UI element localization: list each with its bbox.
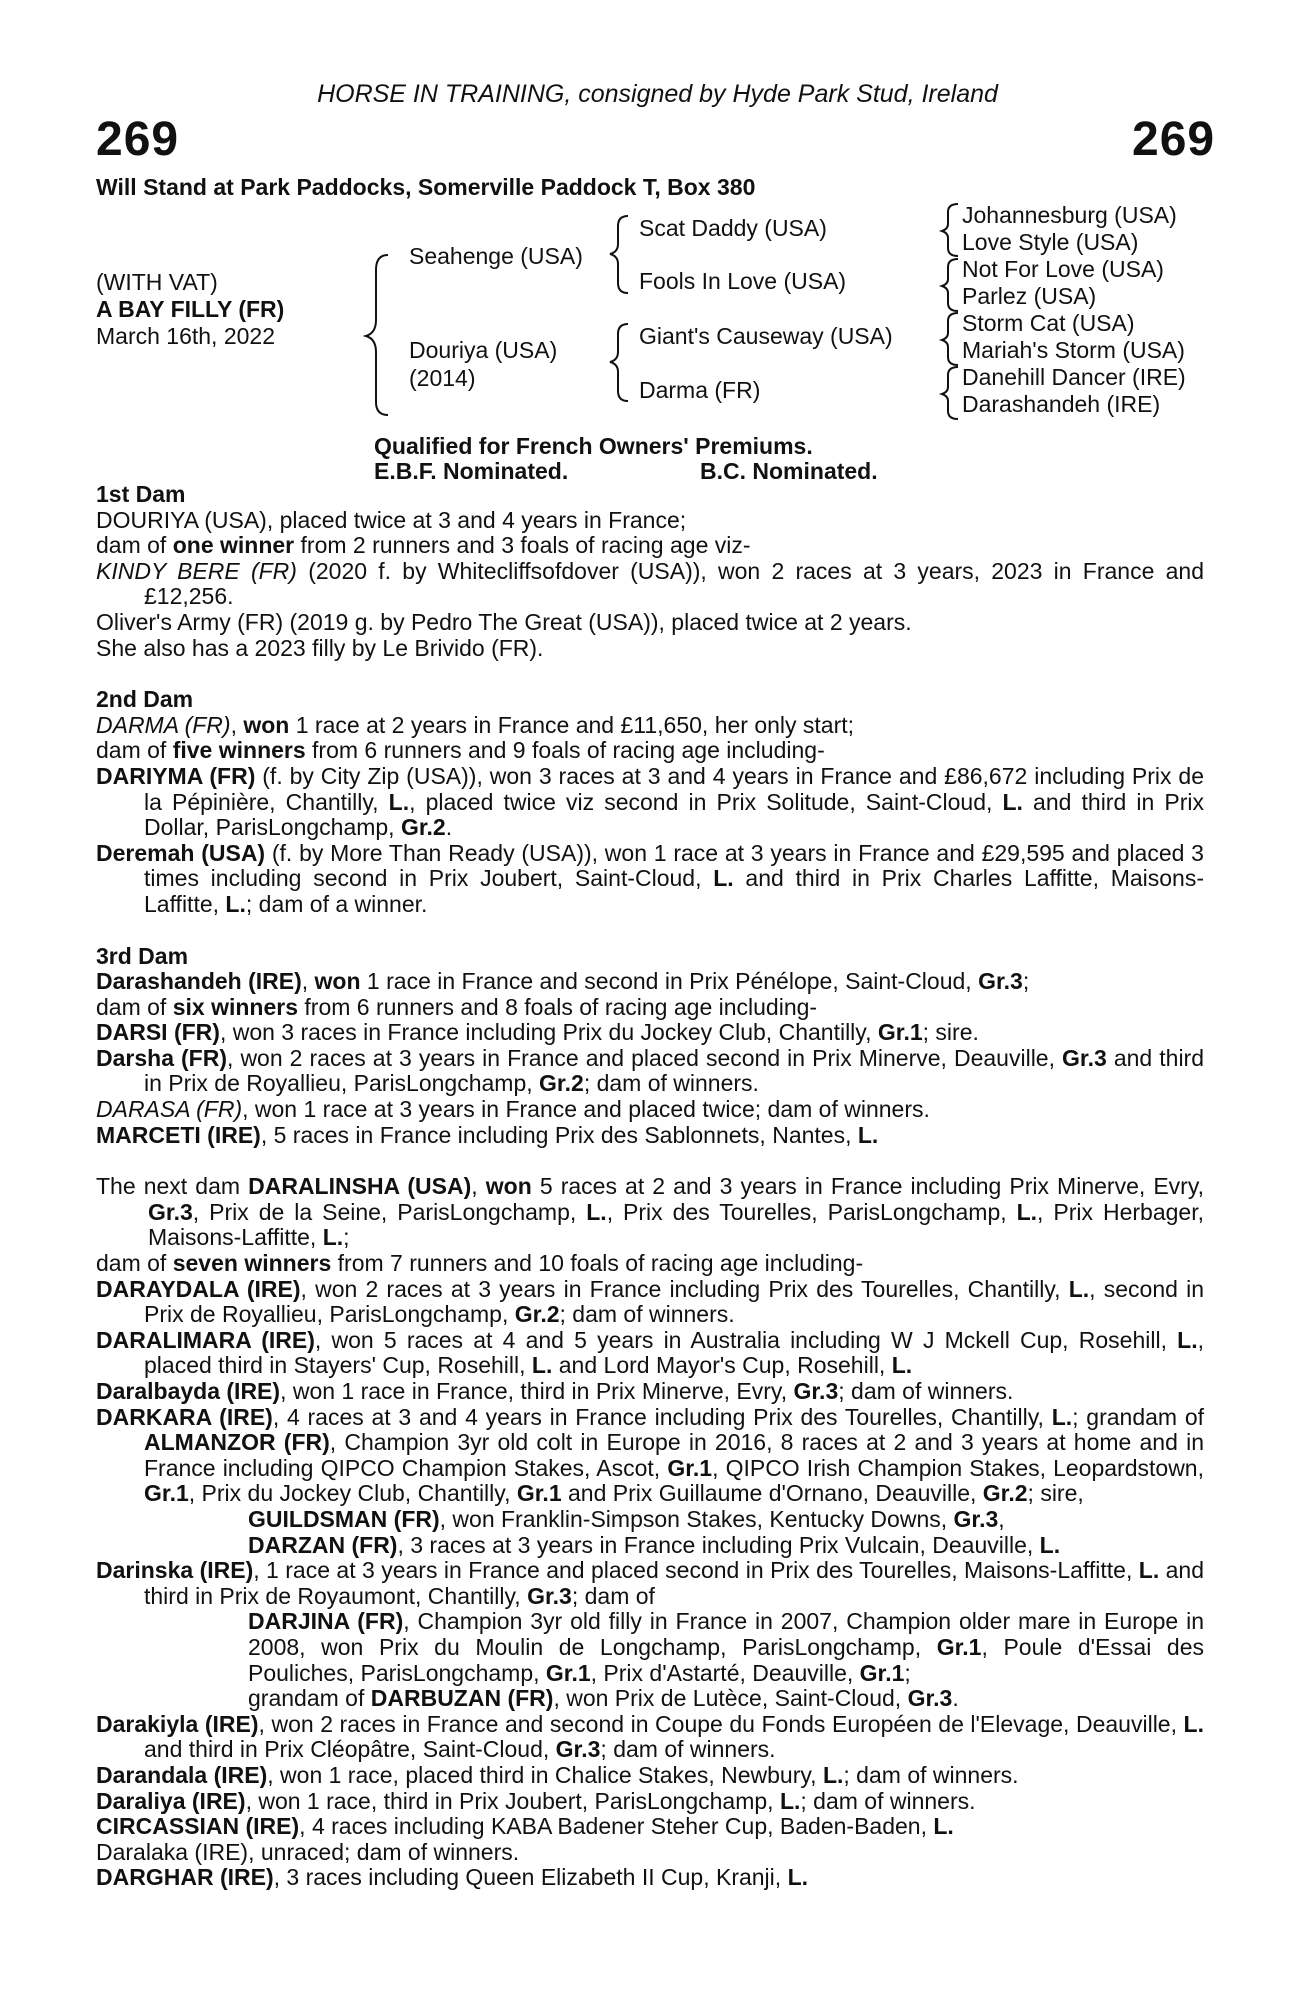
foaling-date: March 16th, 2022: [96, 323, 276, 349]
produce-guildsman: GUILDSMAN (FR), won Franklin-Simpson Stakes, Kentucky Downs, Gr.3,: [248, 1505, 1005, 1532]
bracket-gen2-dam: [610, 324, 628, 401]
produce-darasa: DARASA (FR), won 1 race at 3 years in France and placed twice; dam of winners.: [96, 1096, 930, 1123]
next-dam-produce-line: dam of seven winners from 7 runners and 10 foals of racing age including-: [96, 1250, 864, 1277]
qualification-bc: B.C. Nominated.: [700, 458, 878, 484]
produce-kindy-bere: KINDY BERE (FR) (2020 f. by Whitecliffsofdover (USA)), won 2 races at 3 years, 2023 in France and £12,256.: [96, 557, 1204, 610]
qualification-ebf: E.B.F. Nominated.: [374, 458, 569, 484]
produce-darinska: Darinska (IRE), 1 race at 3 years in France and placed second in Prix des Tourelles, Maisons-Laffitte, L. and third in Prix de Royaumont, Chantilly, Gr.3; dam of: [96, 1557, 1205, 1609]
produce-darandala: Darandala (IRE), won 1 race, placed third in Chalice Stakes, Newbury, L.; dam of winners.: [96, 1761, 1019, 1788]
produce-daralbayda: Daralbayda (IRE), won 1 race in France, third in Prix Minerve, Evry, Gr.3; dam of winners.: [96, 1378, 1014, 1404]
pedigree-g3-4: Parlez (USA): [962, 283, 1097, 309]
pedigree-dam-sire: Giant's Causeway (USA): [639, 323, 893, 349]
bracket-gen1: [366, 255, 388, 415]
produce-darsi: DARSI (FR), won 3 races in France including Prix du Jockey Club, Chantilly, Gr.1; sire.: [96, 1019, 979, 1046]
produce-daralimara: DARALIMARA (IRE), won 5 races at 4 and 5 years in Australia including W J Mckell Cup, Rosehill, L., placed third in Stayers' Cup, Rosehill, L. and Lord Mayor's Cup, Rosehill, L.: [96, 1326, 1204, 1379]
qualification-french-premiums: Qualified for French Owners' Premiums.: [374, 433, 813, 459]
bracket-gen3-b: [942, 259, 958, 311]
pedigree-g3-2: Love Style (USA): [962, 229, 1139, 255]
pedigree-g3-1: Johannesburg (USA): [962, 202, 1177, 228]
pedigree-sire: Seahenge (USA): [409, 243, 583, 269]
bracket-gen3-d: [942, 367, 958, 419]
pedigree-sire-sire: Scat Daddy (USA): [639, 215, 827, 241]
first-dam-produce-line: dam of one winner from 2 runners and 3 foals of racing age viz-: [96, 532, 751, 559]
vat-note: (WITH VAT): [96, 269, 218, 295]
produce-darjina: DARJINA (FR), Champion 3yr old filly in France in 2007, Champion older mare in Europe in 2008, won Prix du Moulin de Longchamp, ParisLongchamp, Gr.1, Poule d'Essai des Pouliches, ParisLongchamp, Gr.1, Prix d'Astarté, Deauville, Gr.1;: [248, 1608, 1205, 1686]
first-dam-line: DOURIYA (USA), placed twice at 3 and 4 years in France;: [96, 506, 687, 533]
pedigree-dam: Douriya (USA): [409, 337, 558, 363]
pedigree-g3-8: Darashandeh (IRE): [962, 391, 1161, 417]
pedigree-g3-5: Storm Cat (USA): [962, 310, 1135, 336]
produce-daraydala: DARAYDALA (IRE), won 2 races at 3 years in France including Prix des Tourelles, Chantilly, L., second in Prix de Royallieu, ParisLongchamp, Gr.2; dam of winners.: [96, 1275, 1204, 1328]
third-dam-produce-line: dam of six winners from 6 runners and 8 foals of racing age including-: [96, 993, 818, 1020]
produce-olivers-army: Oliver's Army (FR) (2019 g. by Pedro The Great (USA)), placed twice at 2 years.: [96, 608, 912, 635]
bracket-gen2-sire: [610, 216, 628, 293]
next-dam-line: The next dam DARALINSHA (USA), won 5 races at 2 and 3 years in France including Prix Minerve, Evry, Gr.3, Prix de la Seine, ParisLongchamp, L., Prix des Tourelles, ParisLongchamp, L., Prix Herbager, Maisons-Laffitte, L.;: [96, 1173, 1205, 1251]
sale-subtitle: HORSE IN TRAINING, consigned by Hyde Park Stud, Ireland: [317, 80, 998, 108]
stand-location: Will Stand at Park Paddocks, Somerville Paddock T, Box 380: [96, 174, 756, 200]
second-dam-line: DARMA (FR), won 1 race at 2 years in France and £11,650, her only start;: [96, 711, 855, 738]
produce-darbuzan: grandam of DARBUZAN (FR), won Prix de Lutèce, Saint-Cloud, Gr.3.: [248, 1685, 959, 1712]
second-dam-heading: 2nd Dam: [96, 686, 194, 713]
produce-marceti: MARCETI (IRE), 5 races in France including Prix des Sablonnets, Nantes, L.: [96, 1121, 879, 1148]
second-dam-produce-line: dam of five winners from 6 runners and 9 foals of racing age including-: [96, 737, 825, 764]
horse-name: A BAY FILLY (FR): [96, 296, 285, 322]
produce-dariyma: DARIYMA (FR) (f. by City Zip (USA)), won 3 races at 3 and 4 years in France and £86,672 including Prix de la Pépinière, Chantilly, L., placed twice viz second in Prix Solitude, Saint-Cloud, L. and third in Prix Dollar, ParisLongchamp, Gr.2.: [96, 762, 1204, 841]
first-dam-note: She also has a 2023 filly by Le Brivido (FR).: [96, 634, 544, 661]
produce-daraliya: Daraliya (IRE), won 1 race, third in Prix Joubert, ParisLongchamp, L.; dam of winners.: [96, 1787, 976, 1814]
third-dam-line: Darashandeh (IRE), won 1 race in France and second in Prix Pénélope, Saint-Cloud, Gr.3;: [96, 968, 1030, 995]
bracket-gen3-c: [942, 313, 958, 365]
produce-darghar: DARGHAR (IRE), 3 races including Queen Elizabeth II Cup, Kranji, L.: [96, 1864, 809, 1891]
lot-number-left: 269: [96, 113, 180, 166]
produce-deremah: Deremah (USA) (f. by More Than Ready (USA)), won 1 race at 3 years in France and £29,595 and placed 3 times including second in Prix Joubert, Saint-Cloud, L. and third in Prix Charles Laffitte, Maisons-Laffitte, L.; dam of a winner.: [96, 839, 1204, 917]
first-dam-heading: 1st Dam: [96, 481, 186, 507]
catalogue-body: [96, 482, 1204, 1891]
produce-darzan: DARZAN (FR), 3 races at 3 years in France including Prix Vulcain, Deauville, L.: [248, 1531, 1061, 1558]
bracket-gen3-a: [942, 204, 958, 256]
pedigree-g3-6: Mariah's Storm (USA): [962, 337, 1185, 363]
pedigree-g3-3: Not For Love (USA): [962, 256, 1164, 282]
produce-daralaka: Daralaka (IRE), unraced; dam of winners.: [96, 1838, 520, 1865]
produce-darkara: DARKARA (IRE), 4 races at 3 and 4 years in France including Prix des Tourelles, Chantilly, L.; grandam of ALMANZOR (FR), Champion 3yr old colt in Europe in 2016, 8 races at 2 and 3 years at home and in France including QIPCO Champion Stakes, Ascot, Gr.1, QIPCO Irish Champion Stakes, Leopardstown, Gr.1, Prix du Jockey Club, Chantilly, Gr.1 and Prix Guillaume d'Ornano, Deauville, Gr.2; sire,: [96, 1403, 1204, 1507]
produce-darsha: Darsha (FR), won 2 races at 3 years in France and placed second in Prix Minerve, Deauville, Gr.3 and third in Prix de Royallieu, ParisLongchamp, Gr.2; dam of winners.: [96, 1044, 1204, 1097]
lot-number-right: 269: [1132, 113, 1216, 166]
pedigree-dam-year: (2014): [409, 365, 476, 391]
third-dam-heading: 3rd Dam: [96, 942, 189, 969]
produce-darakiyla: Darakiyla (IRE), won 2 races in France and second in Coupe du Fonds Européen de l'Elevage, Deauville, L. and third in Prix Cléopâtre, Saint-Cloud, Gr.3; dam of winners.: [96, 1710, 1204, 1763]
pedigree-dam-dam: Darma (FR): [639, 377, 761, 403]
pedigree-sire-dam: Fools In Love (USA): [639, 268, 847, 294]
pedigree-g3-7: Danehill Dancer (IRE): [962, 364, 1186, 390]
produce-circassian: CIRCASSIAN (IRE), 4 races including KABA Badener Steher Cup, Baden-Baden, L.: [96, 1813, 954, 1840]
